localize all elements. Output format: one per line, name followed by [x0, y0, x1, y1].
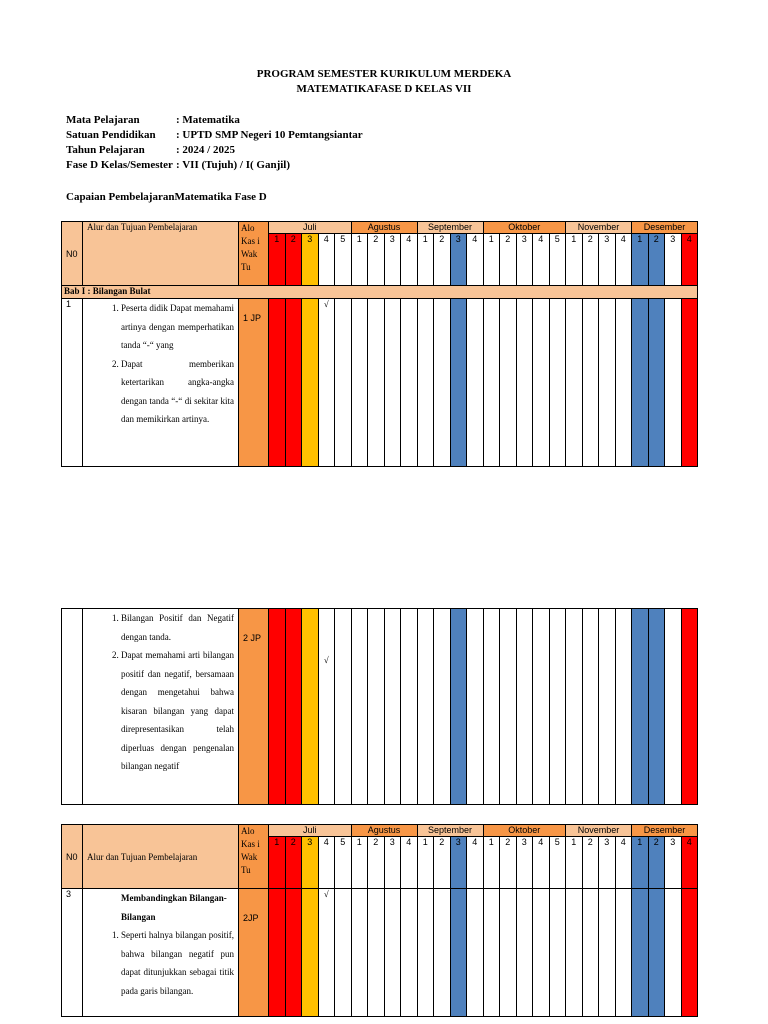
meta-key: Satuan Pendidikan: [66, 129, 156, 141]
week-cell: 1: [417, 837, 434, 889]
week-cell: 2: [500, 837, 517, 889]
week-cell: [318, 609, 335, 805]
header-alokasi: Alo Kas i Wak Tu: [239, 222, 269, 286]
week-cell: 1: [632, 234, 649, 286]
week-cell: [434, 889, 451, 1017]
week-cell: 3: [384, 837, 401, 889]
week-cell: 2: [500, 234, 517, 286]
week-cell: 2: [434, 837, 451, 889]
week-cell: 4: [401, 234, 418, 286]
week-cell: 1: [417, 234, 434, 286]
week-cell: 2: [285, 837, 302, 889]
meta-value: : VII (Tujuh) / I( Ganjil): [176, 159, 291, 171]
week-cell: [681, 609, 698, 805]
week-cell: [467, 609, 484, 805]
week-cell: [335, 299, 352, 467]
bab-title: Bab I : Bilangan Bulat: [62, 286, 698, 299]
week-cell: 1: [351, 234, 368, 286]
meta-row-class: [66, 159, 363, 174]
week-cell: 1: [632, 837, 649, 889]
week-cell: 2: [368, 234, 385, 286]
check-mark: √: [323, 889, 329, 899]
month-juli: Juli: [269, 222, 352, 234]
week-cell: [599, 609, 616, 805]
week-cell: [599, 299, 616, 467]
week-cell: [632, 609, 649, 805]
week-cell: [417, 609, 434, 805]
week-cell: 4: [467, 837, 484, 889]
header-no: N0: [62, 825, 83, 889]
week-cell: [401, 889, 418, 1017]
week-cell: [483, 609, 500, 805]
week-cell: 5: [549, 837, 566, 889]
week-cell: 2: [648, 837, 665, 889]
week-cell: [351, 299, 368, 467]
list-item: 1. Peserta didik Dapat memahami artinya dengan memperhatikan tanda “-“ yang: [121, 299, 234, 355]
week-cell: [566, 889, 583, 1017]
week-cell: [681, 299, 698, 467]
week-cell: 3: [302, 837, 319, 889]
month-september: September: [417, 825, 483, 837]
week-cell: [467, 889, 484, 1017]
week-cell: 3: [384, 234, 401, 286]
header-no: N0: [62, 222, 83, 286]
week-cell: 1: [566, 234, 583, 286]
week-cell: [549, 609, 566, 805]
week-cell: [615, 299, 632, 467]
row-content: [83, 299, 239, 467]
week-cell: 2: [368, 837, 385, 889]
row-number: [62, 609, 83, 805]
list-item: 1. Bilangan Positif dan Negatif dengan tanda.: [121, 609, 234, 646]
week-cell: [648, 609, 665, 805]
week-cell: [269, 889, 286, 1017]
row-subtitle: Membandingkan Bilangan-Bilangan: [121, 893, 227, 922]
document-title: PROGRAM SEMESTER KURIKULUM MERDEKA: [256, 68, 512, 80]
week-cell: [665, 889, 682, 1017]
row-jp: 2JP: [239, 889, 269, 1017]
week-cell: 2: [434, 234, 451, 286]
week-cell: [335, 889, 352, 1017]
week-cell: [516, 609, 533, 805]
month-november: November: [566, 222, 632, 234]
week-cell: [434, 299, 451, 467]
row-content: [83, 889, 239, 1017]
week-cell: 3: [665, 837, 682, 889]
week-cell: [500, 889, 517, 1017]
week-cell: [417, 889, 434, 1017]
meta-block: [66, 114, 363, 174]
week-cell: 3: [302, 234, 319, 286]
schedule-table-3: [61, 824, 698, 1017]
meta-value: : UPTD SMP Negeri 10 Pemtangsiantar: [176, 129, 363, 141]
week-cell: [500, 299, 517, 467]
week-cell: [269, 609, 286, 805]
week-cell: [450, 609, 467, 805]
week-cell: [533, 299, 550, 467]
week-cell: [549, 299, 566, 467]
week-cell: 2: [285, 234, 302, 286]
header-alokasi: Alo Kas i Wak Tu: [239, 825, 269, 889]
table-row: [62, 609, 698, 805]
week-cell: 3: [665, 234, 682, 286]
week-cell: 3: [450, 837, 467, 889]
check-mark: √: [323, 655, 329, 665]
meta-row-subject: [66, 114, 363, 129]
week-cell: [285, 609, 302, 805]
table-row: [62, 299, 698, 467]
month-agustus: Agustus: [351, 825, 417, 837]
row-content: [83, 609, 239, 805]
week-cell: [302, 609, 319, 805]
month-september: September: [417, 222, 483, 234]
week-cell: [648, 299, 665, 467]
week-cell: [401, 609, 418, 805]
week-cell: [467, 299, 484, 467]
schedule-table-2: [61, 608, 698, 805]
row-jp: 1 JP: [239, 299, 269, 467]
list-item: 2. Dapat memberikan ketertarikan angka-angka dengan tanda “-“ di sekitar kita dan memikirkan artinya.: [121, 355, 234, 429]
row-jp: 2 JP: [239, 609, 269, 805]
week-cell: [302, 299, 319, 467]
week-cell: [615, 609, 632, 805]
row-number: 1: [62, 299, 83, 467]
week-cell: 2: [582, 234, 599, 286]
week-cell: 4: [533, 234, 550, 286]
week-cell: [285, 889, 302, 1017]
week-cell: [665, 609, 682, 805]
week-cell: [549, 889, 566, 1017]
week-cell: [450, 299, 467, 467]
meta-row-school: [66, 129, 363, 144]
meta-key: Tahun Pelajaran: [66, 144, 145, 156]
week-cell: 4: [681, 234, 698, 286]
month-oktober: Oktober: [483, 222, 566, 234]
meta-key: Mata Pelajaran: [66, 114, 140, 126]
week-cell: [417, 299, 434, 467]
week-cell: [648, 889, 665, 1017]
week-cell: [632, 299, 649, 467]
week-cell: [599, 889, 616, 1017]
meta-value: : Matematika: [176, 114, 240, 126]
week-cell: [516, 889, 533, 1017]
week-cell: 4: [318, 837, 335, 889]
document-subtitle: MATEMATIKAFASE D KELAS VII: [296, 83, 472, 95]
month-desember: Desember: [632, 825, 698, 837]
week-cell: [351, 889, 368, 1017]
week-cell: 4: [401, 837, 418, 889]
week-cell: 1: [483, 234, 500, 286]
week-cell: 3: [516, 234, 533, 286]
week-cell: 2: [648, 234, 665, 286]
week-cell: [368, 889, 385, 1017]
week-cell: [566, 299, 583, 467]
month-header-row: [62, 825, 698, 837]
week-cell: [368, 609, 385, 805]
week-cell: [285, 299, 302, 467]
week-cell: [582, 889, 599, 1017]
table-row: [62, 889, 698, 1017]
week-cell: 2: [582, 837, 599, 889]
week-cell: [335, 609, 352, 805]
week-cell: [582, 609, 599, 805]
week-cell: [483, 299, 500, 467]
capaian-heading: Capaian PembelajaranMatematika Fase D: [66, 191, 267, 203]
week-cell: 4: [533, 837, 550, 889]
month-juli: Juli: [269, 825, 352, 837]
week-cell: 4: [615, 837, 632, 889]
week-cell: 1: [566, 837, 583, 889]
month-oktober: Oktober: [483, 825, 566, 837]
meta-row-year: [66, 144, 363, 159]
week-cell: 4: [467, 234, 484, 286]
week-cell: [368, 299, 385, 467]
week-cell: [681, 889, 698, 1017]
week-cell: [566, 609, 583, 805]
week-cell: [632, 889, 649, 1017]
week-cell: [318, 889, 335, 1017]
week-cell: [615, 889, 632, 1017]
header-alur: Alur dan Tujuan Pembelajaran: [83, 825, 239, 889]
list-item: 2. Dapat memahami arti bilangan positif dan negatif, bersamaan dengan mengetahui bahwa kisaran bilangan yang dapat direpresentasikan telah diperluas dengan pengenalan bilangan negatif: [121, 646, 234, 776]
week-cell: 3: [516, 837, 533, 889]
week-cell: 1: [269, 234, 286, 286]
week-cell: [516, 299, 533, 467]
week-cell: 1: [351, 837, 368, 889]
week-cell: [351, 609, 368, 805]
week-cell: [665, 299, 682, 467]
month-agustus: Agustus: [351, 222, 417, 234]
check-mark: √: [323, 299, 329, 309]
week-cell: 5: [335, 837, 352, 889]
meta-key: Fase D Kelas/Semester: [66, 159, 173, 171]
week-cell: [269, 299, 286, 467]
week-cell: [318, 299, 335, 467]
week-cell: [384, 299, 401, 467]
row-number: 3: [62, 889, 83, 1017]
month-header-row: [62, 222, 698, 234]
week-cell: [401, 299, 418, 467]
week-cell: [533, 889, 550, 1017]
header-alur: Alur dan Tujuan Pembelajaran: [83, 222, 239, 286]
month-desember: Desember: [632, 222, 698, 234]
week-cell: 4: [615, 234, 632, 286]
meta-value: : 2024 / 2025: [176, 144, 235, 156]
bab-row: [62, 286, 698, 299]
week-cell: 3: [599, 837, 616, 889]
month-november: November: [566, 825, 632, 837]
week-cell: 4: [681, 837, 698, 889]
week-cell: 4: [318, 234, 335, 286]
week-cell: 1: [483, 837, 500, 889]
week-cell: [533, 609, 550, 805]
week-cell: 3: [450, 234, 467, 286]
week-cell: 3: [599, 234, 616, 286]
week-cell: [434, 609, 451, 805]
schedule-table-1: [61, 221, 698, 467]
week-cell: [384, 889, 401, 1017]
week-cell: 1: [269, 837, 286, 889]
week-cell: 5: [549, 234, 566, 286]
list-item: 1. Seperti halnya bilangan positif, bahwa bilangan negatif pun dapat ditunjukkan sebagai titik pada garis bilangan.: [121, 926, 234, 1000]
week-cell: [302, 889, 319, 1017]
week-cell: [483, 889, 500, 1017]
week-cell: [384, 609, 401, 805]
week-cell: [450, 889, 467, 1017]
week-cell: [582, 299, 599, 467]
week-cell: 5: [335, 234, 352, 286]
week-cell: [500, 609, 517, 805]
